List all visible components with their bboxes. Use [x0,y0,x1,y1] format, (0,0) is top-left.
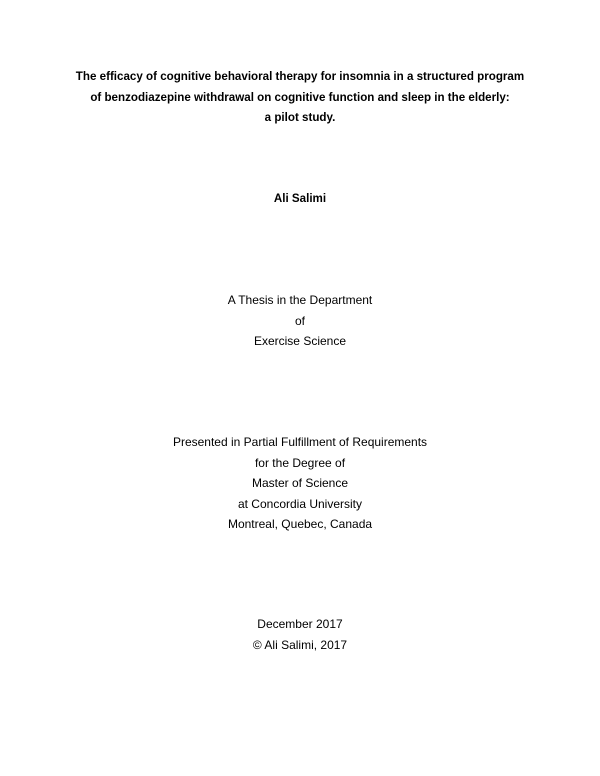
degree-line-1: Presented in Partial Fulfillment of Requirements [172,435,428,449]
department-line-2: of [294,313,305,328]
author-block [0,189,600,210]
title-line-2: of benzodiazepine withdrawal on cognitive function and sleep in the elderly: [90,90,510,104]
copyright-notice: © Ali Salimi, 2017 [252,637,348,652]
thesis-title [0,67,600,129]
department-line-1: A Thesis in the Department [227,293,373,307]
title-line-3: a pilot study. [264,111,336,124]
degree-block [0,432,600,535]
department-block [0,290,600,352]
department-line-3: Exercise Science [253,334,347,348]
title-line-1: The efficacy of cognitive behavioral therapy for insomnia in a structured program [75,70,525,83]
degree-line-4: at Concordia University [237,496,363,511]
author-name: Ali Salimi [273,192,327,205]
degree-line-3: Master of Science [251,476,349,490]
degree-line-2: for the Degree of [254,455,346,470]
degree-line-5: Montreal, Quebec, Canada [227,517,373,531]
submission-date: December 2017 [257,617,343,631]
date-block [0,614,600,655]
